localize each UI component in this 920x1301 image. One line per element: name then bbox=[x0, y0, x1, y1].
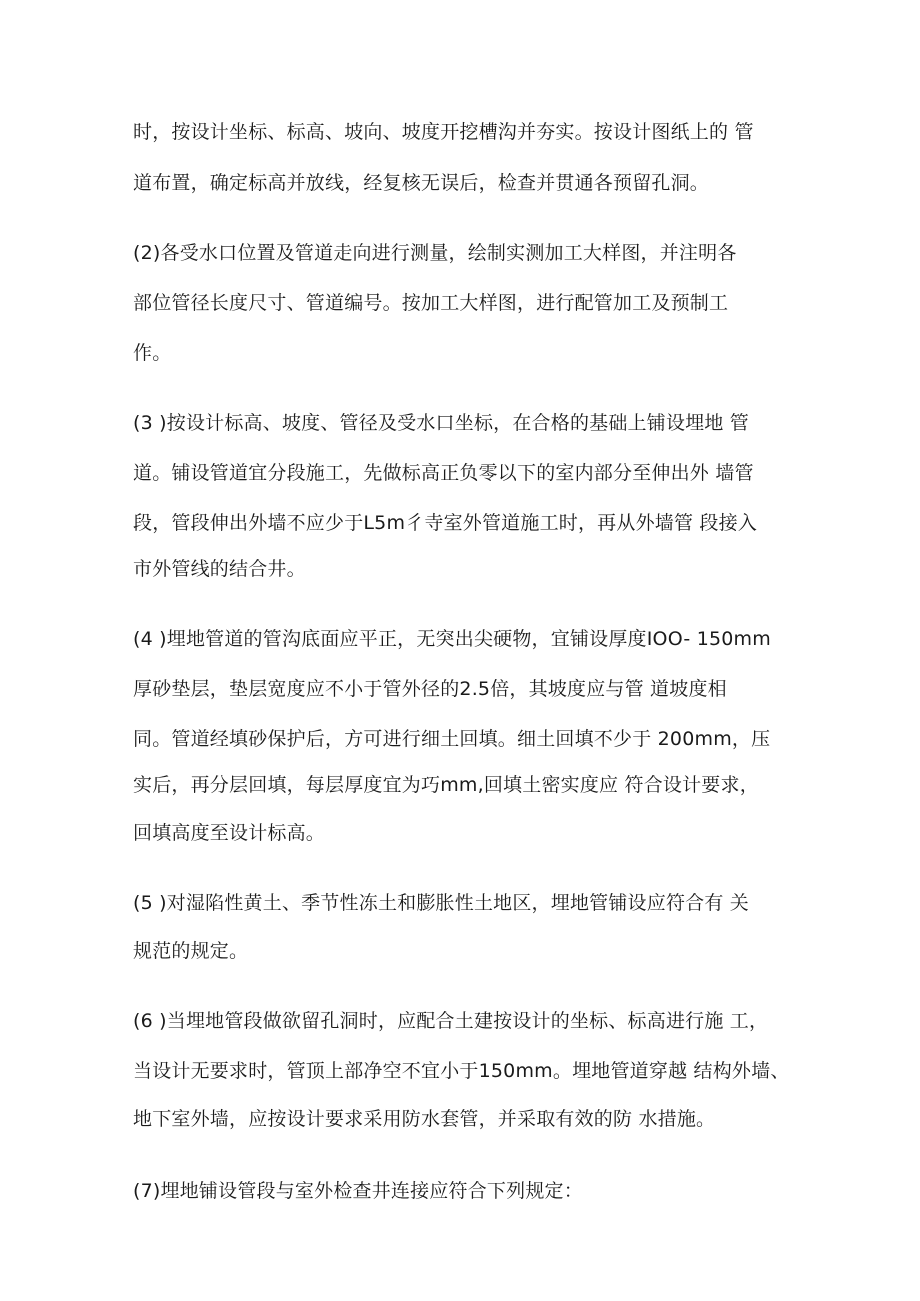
text-line: 同。管道经填砂保护后，方可进行细土回填。细土回填不少于 200mm，压 bbox=[133, 728, 771, 750]
text-line: 段，管段伸出外墙不应少于L5m彳寺室外管道施工时，再从外墙管 段接入 bbox=[133, 512, 758, 534]
text-line: (2)各受水口位置及管道走向进行测量，绘制实测加工大样图，并注明各 bbox=[133, 242, 737, 264]
text-line: 当设计无要求时，管顶上部净空不宜小于150mm。埋地管道穿越 结构外墙、 bbox=[133, 1060, 790, 1082]
text-line: 市外管线的结合井。 bbox=[133, 558, 306, 580]
text-line: 规范的规定。 bbox=[133, 940, 249, 962]
text-line: (6 )当埋地管段做欲留孔洞时，应配合土建按设计的坐标、标高进行施 工， bbox=[133, 1010, 769, 1032]
text-line: 回填高度至设计标高。 bbox=[133, 822, 326, 844]
text-line: (5 )对湿陷性黄土、季节性冻土和膨胀性土地区，埋地管铺设应符合有 关 bbox=[133, 892, 749, 914]
text-line: 厚砂垫层，垫层宽度应不小于管外径的2.5倍，其坡度应与管 道坡度相 bbox=[133, 678, 727, 700]
text-line: 实后，再分层回填，每层厚度宜为巧mm,回填土密实度应 符合设计要求， bbox=[133, 774, 759, 796]
text-line: 地下室外墙，应按设计要求采用防水套管，并采取有效的防 水措施。 bbox=[133, 1108, 716, 1130]
text-line: 时，按设计坐标、标高、坡向、坡度开挖槽沟并夯实。按设计图纸上的 管 bbox=[133, 121, 754, 143]
text-line: (7)埋地铺设管段与室外检查井连接应符合下列规定： bbox=[133, 1180, 583, 1202]
text-line: 作。 bbox=[133, 342, 172, 364]
text-line: 道布置，确定标高并放线，经复核无误后，检查并贯通各预留孔洞。 bbox=[133, 172, 710, 194]
text-line: (4 )埋地管道的管沟底面应平正，无突出尖硬物，宜铺设厚度IOO- 150mm bbox=[133, 628, 771, 650]
text-line: 部位管径长度尺寸、管道编号。按加工大样图，进行配管加工及预制工 bbox=[133, 292, 729, 314]
text-line: 道。铺设管道宜分段施工，先做标高正负零以下的室内部分至伸出外 墙管 bbox=[133, 462, 754, 484]
text-line: (3 )按设计标高、坡度、管径及受水口坐标，在合格的基础上铺设埋地 管 bbox=[133, 412, 749, 434]
